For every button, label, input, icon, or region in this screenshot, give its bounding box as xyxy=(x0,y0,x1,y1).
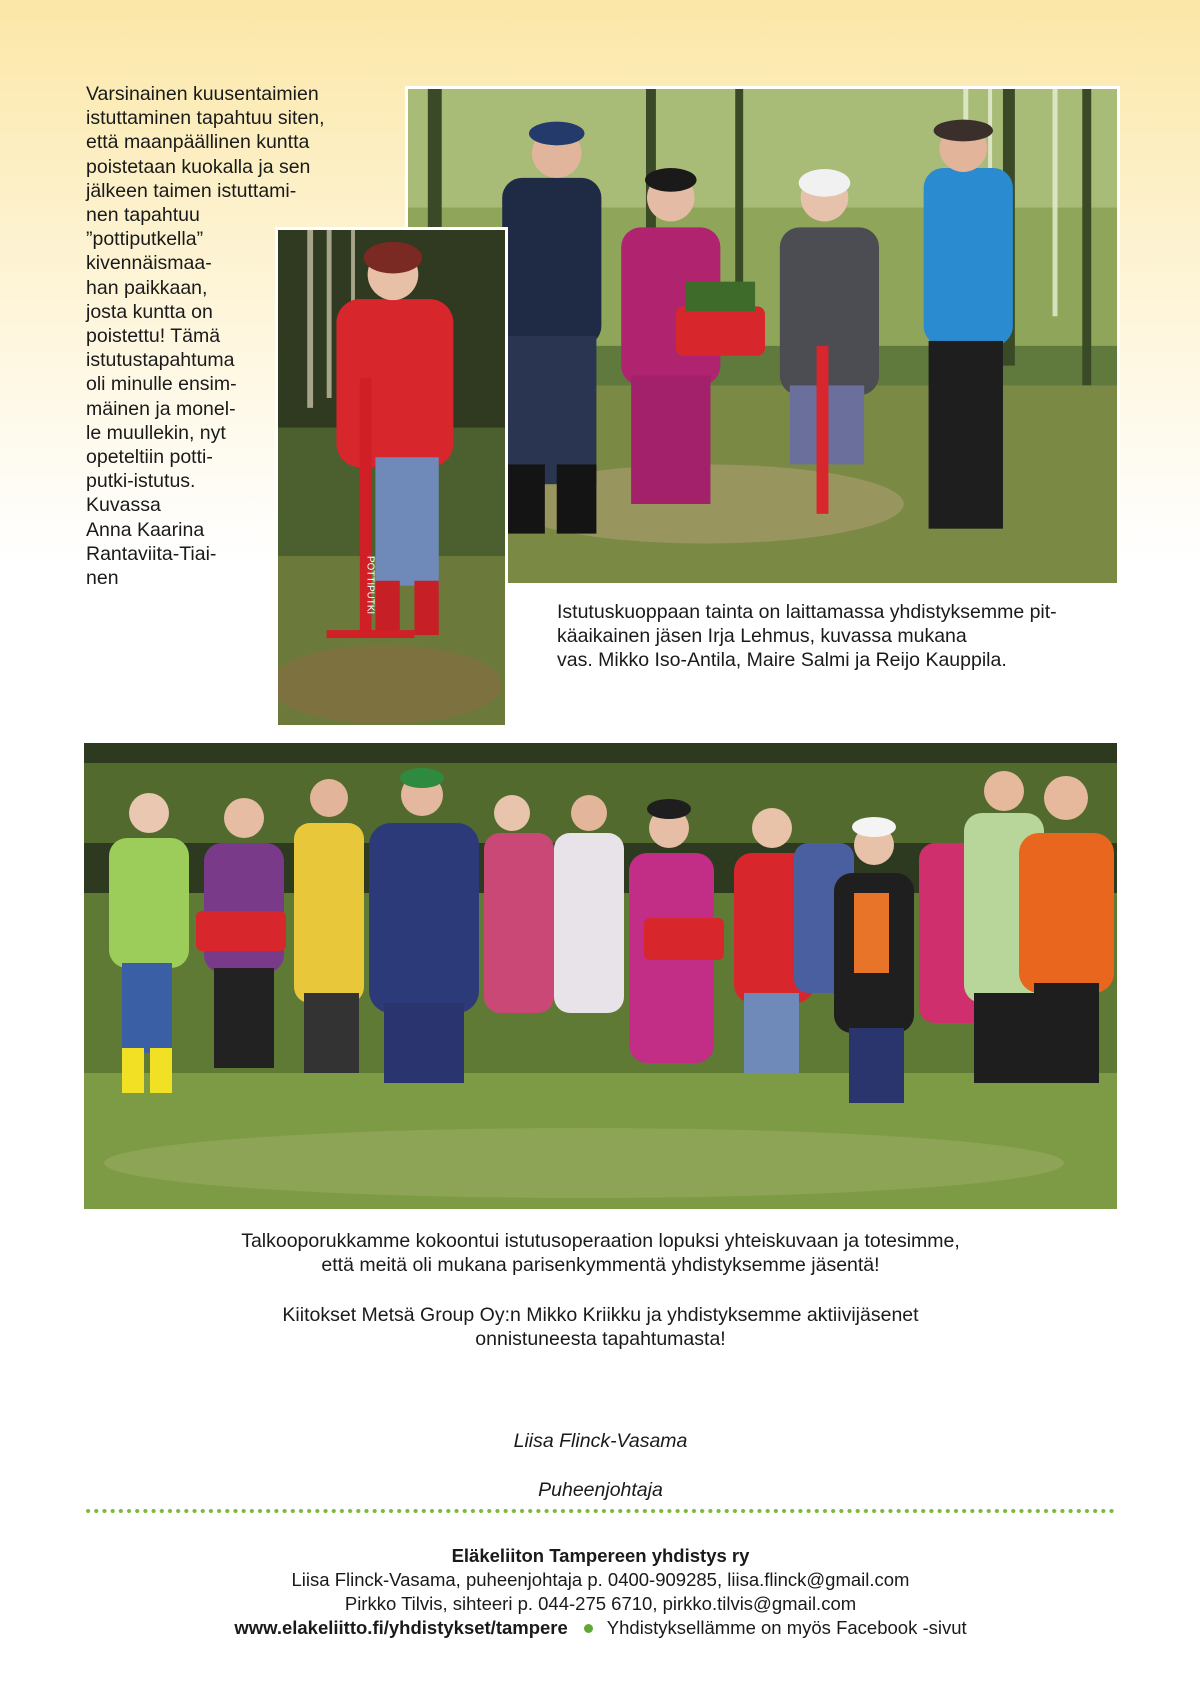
website-link[interactable]: www.elakeliitto.fi/yhdistykset/tampere xyxy=(234,1617,568,1638)
planting-photo xyxy=(405,86,1120,586)
bullet-icon xyxy=(584,1624,593,1633)
group-caption: Talkooporukkamme kokoontui istutusoperaation lopuksi yhteiskuvaan ja totesimme, että meitä oli mukana parisenkymmentä yhdistyksemme jäsentä! xyxy=(241,1230,960,1277)
pottiputki-label: POTTIPUTKI xyxy=(364,556,376,615)
footer-secretary-contact: Pirkko Tilvis, sihteeri p. 044-275 6710, pirkko.tilvis@gmail.com xyxy=(344,1593,857,1614)
facebook-note: Yhdistyksellämme on myös Facebook -sivut xyxy=(606,1617,967,1638)
group-photo xyxy=(84,743,1117,1209)
thanks-text: Kiitokset Metsä Group Oy:n Mikko Kriikku ja yhdistyksemme aktiivijäsenet onnistuneesta tapahtumasta! xyxy=(282,1304,919,1351)
intro-paragraph: Varsinainen kuusentaimien istuttaminen tapahtuu siten, että maanpäällinen kuntta poistetaan kuokalla ja sen jälkeen taimen istuttami- nen tapahtuu ”pottiputkella” kivennäismaa- han paikkaan, josta kuntta on poistettu! Tämä istutustapahtuma oli minulle ensim- mäinen ja monel- le muullekin, nyt opeteltiin potti- putki-istutus. Kuvassa Anna Kaarina Rantaviita-Tiai- nen xyxy=(86,83,325,590)
pottiputki-photo xyxy=(275,227,508,728)
dotted-divider xyxy=(84,1509,1117,1513)
footer-org: Eläkeliiton Tampereen yhdistys ry xyxy=(451,1545,750,1566)
signature-title: Puheenjohtaja xyxy=(538,1479,663,1502)
signature-name: Liisa Flinck-Vasama xyxy=(513,1430,688,1453)
footer-chair-contact: Liisa Flinck-Vasama, puheenjohtaja p. 0400-909285, liisa.flinck@gmail.com xyxy=(291,1569,910,1590)
footer-links xyxy=(84,1616,1117,1640)
planting-caption: Istutuskuoppaan tainta on laittamassa yhdistyksemme pit- käaikainen jäsen Irja Lehmus, kuvassa mukana vas. Mikko Iso-Antila, Maire Salmi ja Reijo Kauppila. xyxy=(557,601,1057,672)
